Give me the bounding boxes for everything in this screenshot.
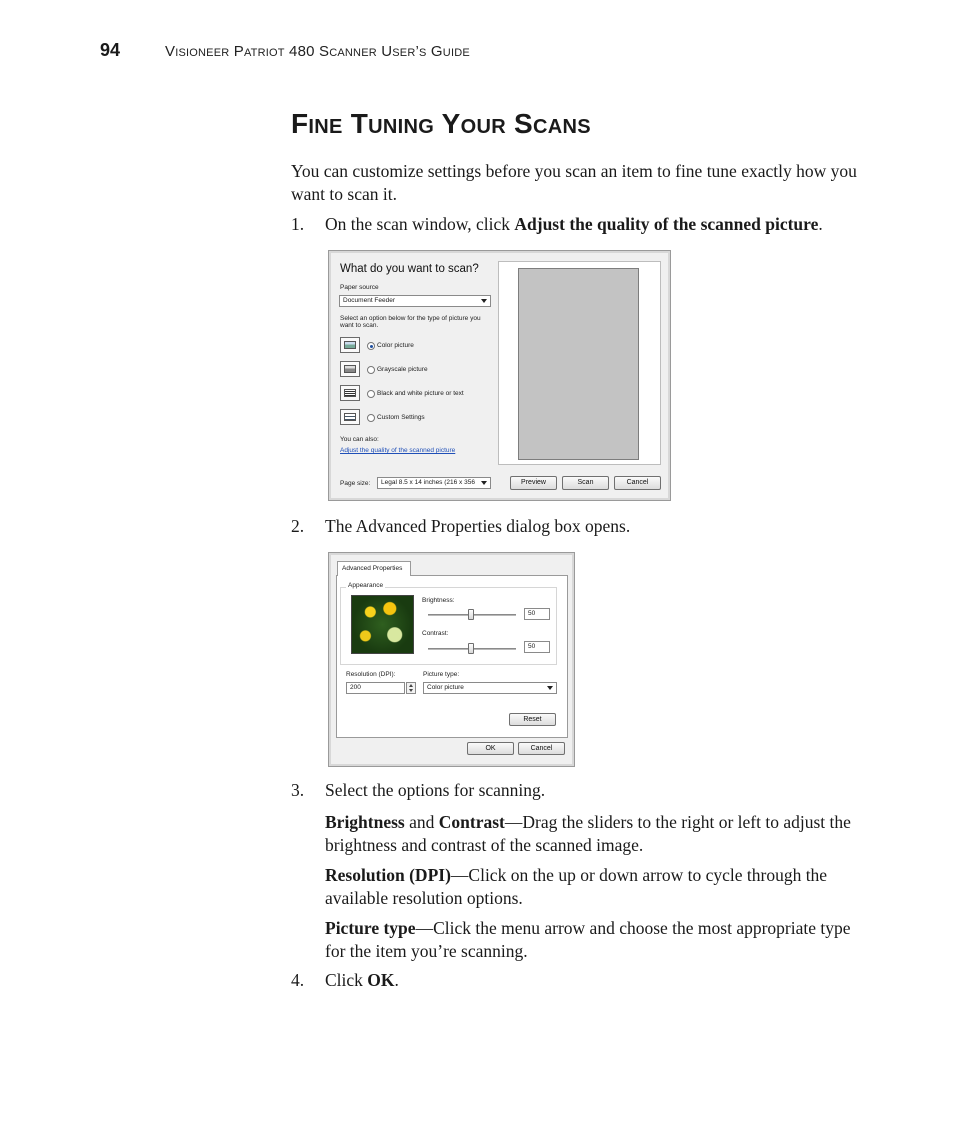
select-hint-line-1: Select an option below for the type of picture you	[340, 315, 481, 322]
resolution-spinner[interactable]	[406, 682, 416, 694]
tab-advanced-properties[interactable]: Advanced Properties	[337, 561, 411, 576]
ok-button[interactable]: OK	[467, 742, 514, 755]
contrast-slider-handle[interactable]	[468, 643, 474, 654]
color-picture-icon[interactable]	[340, 337, 360, 353]
scan-window-title: What do you want to scan?	[340, 263, 479, 275]
brightness-label: Brightness:	[422, 597, 455, 604]
detail-term: Picture type	[325, 918, 416, 938]
chevron-down-icon	[547, 686, 553, 690]
custom-settings-radio[interactable]	[367, 414, 375, 422]
detail-brightness-contrast	[325, 811, 865, 857]
color-picture-radio[interactable]	[367, 342, 375, 350]
detail-text: —Click on the up or down arrow to cycle through the available resolution options.	[325, 865, 828, 908]
picture-type-label: Picture type:	[423, 671, 460, 678]
cancel-button[interactable]: Cancel	[518, 742, 565, 755]
you-can-also-label: You can also:	[340, 436, 379, 443]
detail-resolution	[325, 864, 865, 910]
detail-text: —Click the menu arrow and choose the most appropriate type for the item you’re scanning.	[325, 918, 851, 961]
step-number: 3.	[291, 780, 305, 800]
picture-thumbnail-icon	[344, 365, 356, 373]
page-size-select[interactable]	[377, 477, 491, 489]
step-text: Select the options for scanning.	[325, 780, 546, 800]
step-text-end: .	[394, 970, 399, 990]
option-color-picture[interactable]: Color picture	[377, 342, 414, 349]
picture-thumbnail-icon	[344, 341, 356, 349]
chevron-down-icon	[481, 299, 487, 303]
paper-source-select[interactable]	[339, 295, 491, 307]
reset-button[interactable]: Reset	[509, 713, 556, 726]
preview-photo	[351, 595, 414, 654]
step-number: 1.	[291, 214, 305, 234]
paper-source-label: Paper source	[340, 284, 379, 291]
black-white-radio[interactable]	[367, 390, 375, 398]
option-grayscale-picture[interactable]: Grayscale picture	[377, 366, 428, 373]
step-emphasis: Adjust the quality of the scanned picture	[514, 214, 819, 234]
step-text: The Advanced Properties dialog box opens.	[325, 516, 631, 536]
resolution-label: Resolution (DPI):	[346, 671, 396, 678]
preview-page	[518, 268, 639, 460]
detail-conjunction: and	[404, 812, 439, 832]
appearance-label: Appearance	[348, 582, 384, 589]
grayscale-picture-radio[interactable]	[367, 366, 375, 374]
brightness-slider-handle[interactable]	[468, 609, 474, 620]
preview-button[interactable]: Preview	[510, 476, 557, 490]
option-custom-settings[interactable]: Custom Settings	[377, 414, 425, 421]
step-text: Click	[325, 970, 368, 990]
step-1	[291, 213, 871, 236]
black-white-icon[interactable]	[340, 385, 360, 401]
brightness-value[interactable]: 50	[524, 608, 550, 620]
custom-settings-icon[interactable]	[340, 409, 360, 425]
step-3	[291, 779, 871, 802]
select-hint-line-2: want to scan.	[340, 322, 379, 329]
paper-source-value: Document Feeder	[343, 297, 396, 304]
section-title: Fine Tuning Your Scans	[291, 108, 591, 139]
detail-term: Resolution (DPI)	[325, 865, 451, 885]
option-black-white[interactable]: Black and white picture or text	[377, 390, 464, 397]
detail-term-2: Contrast	[438, 812, 505, 832]
advanced-properties-dialog	[328, 552, 575, 767]
document-text-icon	[344, 389, 356, 397]
step-number: 4.	[291, 970, 305, 990]
picture-type-value: Color picture	[427, 684, 464, 691]
detail-term: Brightness	[325, 812, 405, 832]
running-header: Visioneer Patriot 480 Scanner User’s Guide	[165, 43, 470, 60]
grayscale-picture-icon[interactable]	[340, 361, 360, 377]
page-size-label: Page size:	[340, 480, 371, 487]
resolution-field[interactable]: 200	[346, 682, 405, 694]
detail-picture-type	[325, 917, 865, 963]
scan-button[interactable]: Scan	[562, 476, 609, 490]
step-number: 2.	[291, 516, 305, 536]
cancel-button[interactable]: Cancel	[614, 476, 661, 490]
contrast-label: Contrast:	[422, 630, 449, 637]
step-4	[291, 969, 871, 992]
page-size-value: Legal 8.5 x 14 inches (216 x 356	[381, 479, 475, 486]
step-text-end: .	[818, 214, 823, 234]
chevron-down-icon	[481, 481, 487, 485]
detail-text: —Drag the sliders to the right or left to adjust the brightness and contrast of the scanned image.	[325, 812, 851, 855]
checklist-icon	[344, 413, 356, 421]
step-emphasis: OK	[367, 970, 395, 990]
intro-paragraph: You can customize settings before you scan an item to fine tune exactly how you want to scan it.	[291, 161, 857, 204]
scan-window-screenshot	[328, 250, 671, 501]
contrast-value[interactable]: 50	[524, 641, 550, 653]
picture-type-select[interactable]	[423, 682, 557, 694]
step-2	[291, 515, 871, 538]
step-text: On the scan window, click	[325, 214, 515, 234]
page-number: 94	[100, 40, 121, 60]
adjust-quality-link[interactable]: Adjust the quality of the scanned picture	[340, 447, 456, 454]
